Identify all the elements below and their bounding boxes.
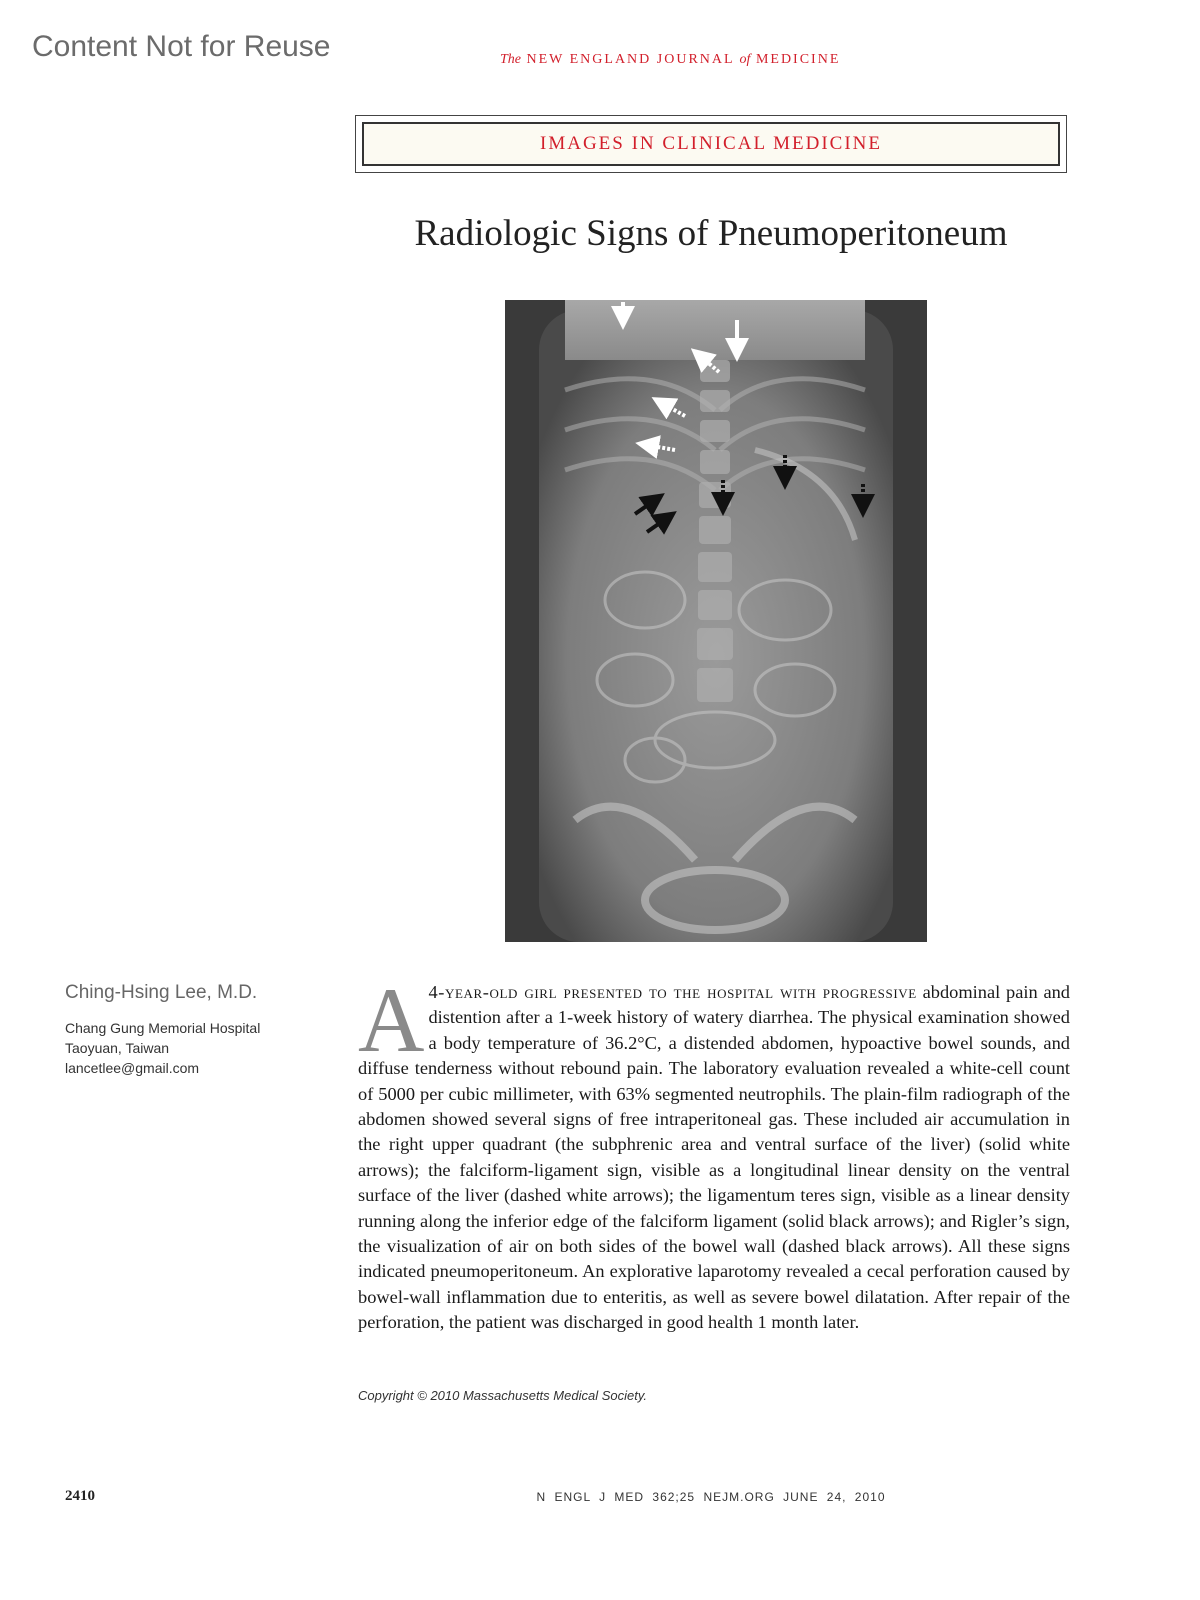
page-number: 2410 <box>65 1488 95 1504</box>
abdominal-radiograph-image <box>505 300 927 942</box>
lead-in: 4-year-old girl presented to the hospital with progressive <box>428 982 917 1002</box>
journal-name: NEW ENGLAND JOURNAL <box>526 52 735 67</box>
article-title: Radiologic Signs of Pneumoperitoneum <box>414 213 1008 254</box>
radiograph-upper-field <box>565 300 865 360</box>
author-institution: Chang Gung Memorial Hospital <box>65 1020 261 1036</box>
author-name: Ching-Hsing Lee, M.D. <box>65 982 258 1003</box>
radiograph-spine <box>697 360 733 702</box>
journal-header <box>500 52 920 68</box>
section-box <box>355 115 1067 173</box>
author-email-link[interactable]: lancetlee@gmail.com <box>65 1060 200 1076</box>
author-block <box>65 982 325 1078</box>
author-location: Taoyuan, Taiwan <box>65 1040 170 1056</box>
journal-medicine: MEDICINE <box>755 52 841 67</box>
journal-of: of <box>739 52 751 67</box>
article-body <box>358 969 1070 1336</box>
copyright-notice: Copyright © 2010 Massachusetts Medical Society. <box>358 1388 647 1403</box>
section-box-inner <box>362 122 1060 166</box>
citation-footer: N ENGL J MED 362;25 NEJM.ORG JUNE 24, 2010 <box>536 1490 886 1504</box>
section-label: IMAGES IN CLINICAL MEDICINE <box>540 133 882 154</box>
journal-the: The <box>500 52 521 67</box>
dropcap: A <box>358 969 425 1071</box>
watermark: Content Not for Reuse <box>32 30 331 63</box>
body-paragraph: abdominal pain and distention after a 1-week history of watery diarrhea. The physical examination showed a body temperature of 36.2°C, a distended abdomen, hypoactive bowel sounds, and diffuse tenderness without rebound pain. The laboratory evaluation revealed a white-cell count of 5000 per cubic millimeter, with 63% segmented neutrophils. The plain-film radiograph of the abdomen showed several signs of free intraperitoneal gas. These included air accumulation in the right upper quadrant (the subphrenic area and ventral surface of the liver) (solid white arrows); the falciform-ligament sign, visible as a longitudinal linear density on the ventral surface of the liver (dashed white arrows); the ligamentum teres sign, visible as a linear density running along the inferior edge of the falciform ligament (solid black arrows); and Rigler’s sign, the visualization of air on both sides of the bowel wall (dashed black arrows). All these signs indicated pneumoperitoneum. An explorative laparotomy revealed a cecal perforation caused by bowel-wall inflammation due to enteritis, as well as severe bowel dilatation. After repair of the perforation, the patient was discharged in good health 1 month later. <box>358 982 1070 1333</box>
